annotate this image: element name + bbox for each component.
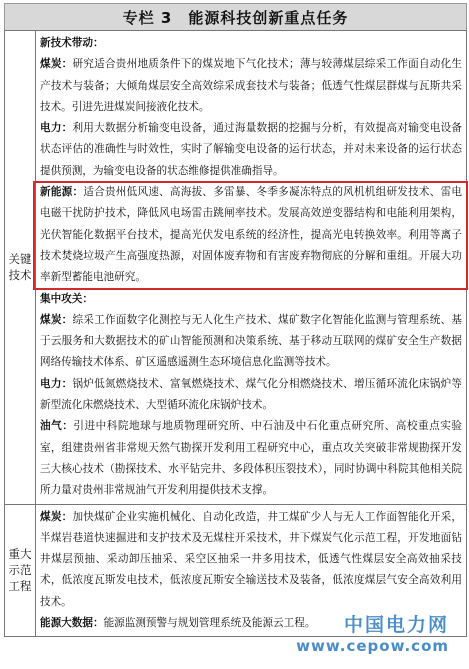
list-item xyxy=(40,310,462,374)
item-label: 电力： xyxy=(40,122,73,135)
category-cell xyxy=(5,31,36,505)
category-label: 重大示范工程 xyxy=(8,547,32,594)
content-cell xyxy=(36,31,467,505)
column-title: 专栏 3 能源科技创新重点任务 xyxy=(4,3,467,31)
list-item xyxy=(40,54,462,118)
watermark-url: www.cepow.com xyxy=(296,637,449,655)
list-item xyxy=(40,416,462,501)
item-text: 锅炉低氮燃烧技术、富氧燃烧技术、煤气化分相燃烧技术、增压循环流化床锅炉等新型流化床燃烧技术、大型循环流化床锅炉技术。 xyxy=(40,377,463,412)
item-text: 利用大数据分析输变电设备，通过海量数据的挖掘与分析，有效提高对输变电设备状态评估的准确性与时效性，实时了解输变电设备的运行状态，并对未来设备的运行状态提供预测，为输变电设备的状态维修提供准确指导。 xyxy=(40,122,463,177)
section-heading: 集中攻关： xyxy=(40,292,93,305)
item-text: 引进中科院地球与地质物理研究所、中石油及中石化重点研究所、高校重点实验室，组建贵州省非常规天然气勘探开发利用工程研究中心，重点攻关突破非常规勘探开发三大核心技术（勘探技术、水平钻完井、多段体积压裂技术），同时协调中科院其他相关院所力量对贵州非常规油气开发利用提供技术支撑。 xyxy=(40,420,462,497)
list-item xyxy=(40,118,462,182)
list-item xyxy=(40,182,462,288)
category-label: 关键技术 xyxy=(8,252,32,283)
item-text: 能源监测预警与规划管理系统及能源云工程。 xyxy=(103,617,316,630)
list-item xyxy=(40,374,462,417)
list-item xyxy=(40,507,462,613)
item-text: 适合贵州低风速、高海拔、多雷暴、冬季多凝冻特点的风机机组研发技术、雷电电磁干扰防护技术，降低风电场雷击跳闸率技术。发展高效逆变器结构和电能利用架构，光伏智能化数据平台技术，提高光伏发电系统的经济性，提高光电转换效率。利用等离子技术焚烧垃圾产生高强度热源，对固体废弃物和有害废弃物彻底的分解和重组。开展大功率新型蓄能电池研究。 xyxy=(40,186,463,284)
site-watermark xyxy=(296,610,449,655)
item-label: 煤炭： xyxy=(40,58,73,71)
item-label: 电力： xyxy=(40,377,73,390)
item-label: 能源大数据： xyxy=(40,617,104,630)
item-text: 研究适合贵州地质条件下的煤炭地下气化技术；薄与较薄煤层综采工作面自动化生产技术与装备；大倾角煤层安全高效综采成套技术与装备；低透气性煤层群煤与瓦斯共采技术。引进先进煤炭间接液化技术。 xyxy=(40,58,463,113)
content-table xyxy=(4,30,467,637)
item-label: 新能源： xyxy=(40,186,84,199)
item-text: 综采工作面数字化测控与无人化生产技术、煤矿数字化智能化监测与管理系统、基于云服务和大数据技术的矿山智能预测和决策系统、基于移动互联网的煤矿安全生产数据网络传输技术体系、矿区遥感遥测生态环境信息化监测等技术。 xyxy=(40,313,463,369)
item-text: 加快煤矿企业实施机械化、自动化改造，井工煤矿少人与无人工作面智能化开采，半煤岩巷道快速掘进和支护技术及无煤柱开采技术，井下煤炭气化示范工程，开发地面钻井煤层预抽、采动卸压抽采、采空区抽采一井多用技术，低透气性煤层安全高效抽采技术，低浓度瓦斯发电技术，低浓度瓦斯安全输送技术及装备，低浓度煤层气安全高效利用技术。 xyxy=(40,510,463,608)
item-label: 煤炭： xyxy=(40,313,73,326)
highlighted-item xyxy=(40,182,462,288)
section-heading: 新技术带动： xyxy=(40,37,104,49)
item-label: 油气： xyxy=(40,420,74,433)
category-cell xyxy=(5,504,36,637)
table-row xyxy=(5,31,467,505)
item-label: 煤炭： xyxy=(40,510,73,523)
watermark-title: 中国电力网 xyxy=(343,614,449,636)
